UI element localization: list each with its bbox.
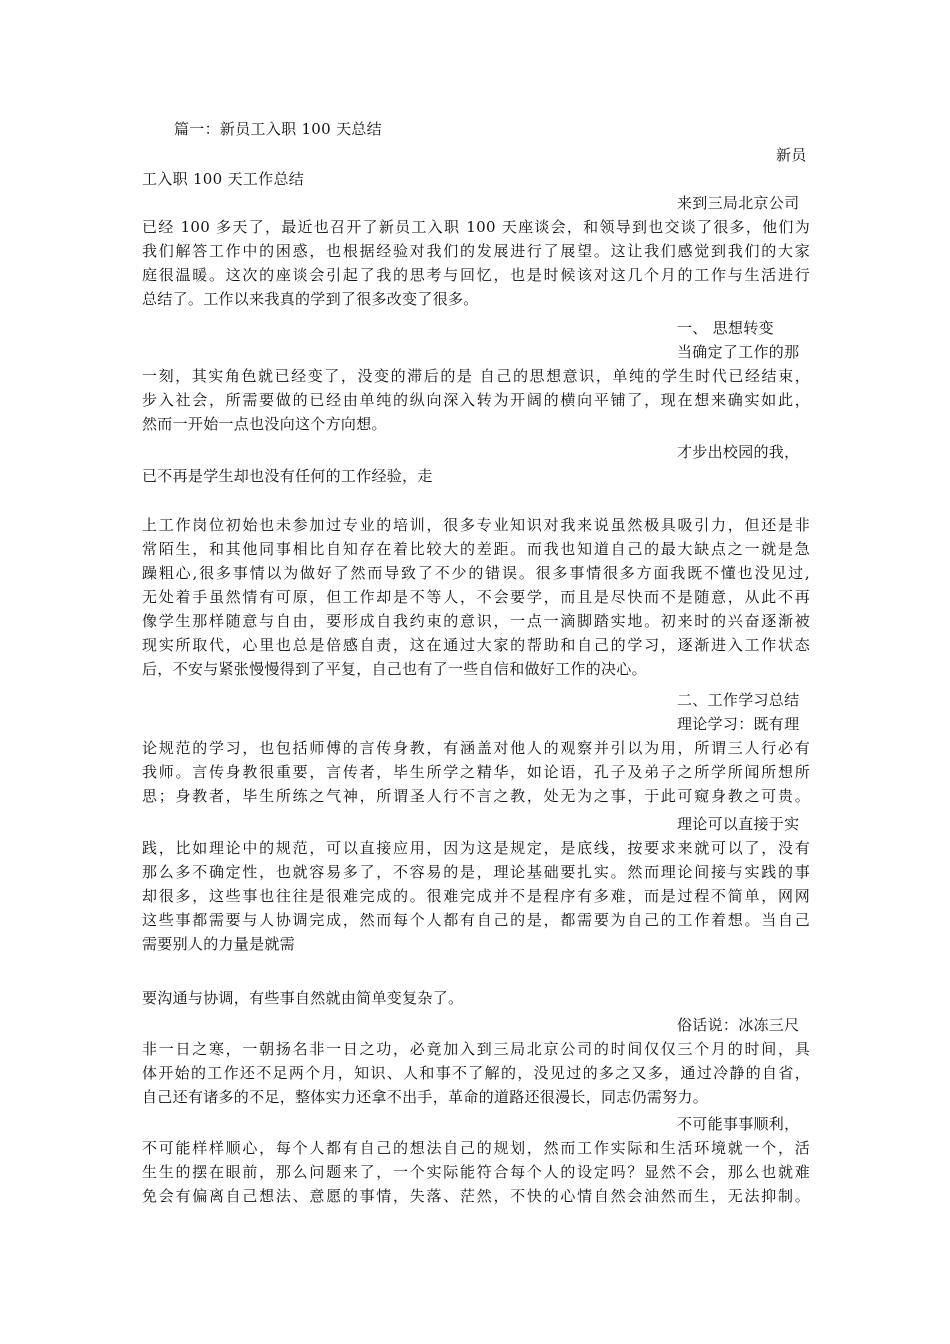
text-line: 后，不安与紧张慢慢得到了平复，自己也有了一些自信和做好工作的决心。 <box>142 660 647 678</box>
text-line: 无处着手虽然情有可原，但工作却是不等人，不会要学，而且是尽快而不是随意，从此不再 <box>142 588 810 606</box>
text-line: 那么多不确定性，也就容易多了，不容易的是，理论基础要扎实。然而理论间接与实践的事 <box>142 863 810 881</box>
subtitle-line: 工入职 100 天工作总结 <box>142 170 305 188</box>
text-line: 像学生那样随意与自由，要形成自我约束的意识，一点一滴脚踏实地。初来时的兴奋逐渐被 <box>142 612 810 630</box>
text-line: 已不再是学生却也没有任何的工作经验，走 <box>142 467 433 485</box>
text-line: 理论学习：既有理 <box>677 715 800 733</box>
text-line: 新员 <box>776 146 807 164</box>
document-title: 篇一：新员工入职 100 天总结 <box>174 120 382 138</box>
text-line: 理论可以直接于实 <box>677 815 800 833</box>
text-line: 当确定了工作的那 <box>677 343 800 361</box>
text-line: 上工作岗位初始也未参加过专业的培训，很多专业知识对我来说虽然极具吸引力，但还是非 <box>142 516 810 534</box>
text-line: 不可能样样顺心，每个人都有自己的想法自己的规划，然而工作实际和生活环境就一个，活 <box>142 1139 810 1157</box>
text-line: 一刻，其实角色就已经变了，没变的滞后的是 自己的思想意识，单纯的学生时代已经结束， <box>142 367 810 385</box>
text-line: 论规范的学习，也包括师傅的言传身教，有涵盖对他人的观察并引以为用，所谓三人行必有 <box>142 739 810 757</box>
text-line: 非一日之寒，一朝扬名非一日之功，必竟加入到三局北京公司的时间仅仅三个月的时间，具 <box>142 1040 810 1058</box>
text-line: 我们解答工作中的困惑，也根据经验对我们的发展进行了展望。这让我们感觉到我们的大家 <box>142 242 810 260</box>
text-line: 庭很温暖。这次的座谈会引起了我的思考与回忆，也是时候该对这几个月的工作与生活进行 <box>142 266 810 284</box>
text-line: 常陌生，和其他同事相比自知存在着比较大的差距。而我也知道自己的最大缺点之一就是急 <box>142 540 810 558</box>
text-line: 躁粗心,很多事情以为做好了然而导致了不少的错误。很多事情很多方面我既不懂也没见过, <box>142 564 810 582</box>
text-line: 思；身教者，毕生所练之气神，所谓圣人行不言之教，处无为之事，于此可窥身教之可贵。 <box>142 787 810 805</box>
section-heading: 二、工作学习总结 <box>677 691 800 709</box>
text-line: 需要别人的力量是就需 <box>142 935 296 953</box>
text-line: 要沟通与协调，有些事自然就由简单变复杂了。 <box>142 989 464 1007</box>
text-line: 然而一开始一点也没向这个方向想。 <box>142 415 387 433</box>
text-line: 自己还有诸多的不足，整体实力还拿不出手，革命的道路还很漫长，同志仍需努力。 <box>142 1088 709 1106</box>
text-line: 来到三局北京公司 <box>677 194 800 212</box>
text-line: 俗话说：冰冻三尺 <box>677 1016 800 1034</box>
text-line: 才步出校园的我， <box>677 443 800 461</box>
text-line: 不可能事事顺利， <box>677 1115 800 1133</box>
section-heading: 一、 思想转变 <box>677 319 774 337</box>
text-line: 免会有偏离自己想法、意愿的事情，失落、茫然，不快的心情自然会油然而生，无法抑制。 <box>142 1187 810 1205</box>
text-line: 总结了。工作以来我真的学到了很多改变了很多。 <box>142 290 479 308</box>
text-line: 步入社会，所需要做的已经由单纯的纵向深入转为开阔的横向平铺了，现在想来确实如此， <box>142 391 810 409</box>
text-line: 却很多，这些事也往往是很难完成的。很难完成并不是程序有多难，而是过程不简单，网网 <box>142 887 810 905</box>
text-line: 我师。言传身教很重要，言传者，毕生所学之精华，如论语，孔子及弟子之所学所闻所想所 <box>142 763 810 781</box>
text-line: 现实所取代，心里也总是倍感自责，这在通过大家的帮助和自己的学习，逐渐进入工作状态 <box>142 636 810 654</box>
text-line: 体开始的工作还不足两个月，知识、人和事不了解的，没见过的多之又多，通过冷静的自省， <box>142 1064 810 1082</box>
text-line: 践，比如理论中的规范，可以直接应用，因为这是规定，是底线，按要求来就可以了，没有 <box>142 839 810 857</box>
text-line: 这些事都需要与人协调完成，然而每个人都有自己的是，都需要为自己的工作着想。当自己 <box>142 911 810 929</box>
text-line: 生生的摆在眼前，那么问题来了，一个实际能符合每个人的设定吗？显然不会，那么也就难 <box>142 1163 810 1181</box>
text-line: 已经 100 多天了，最近也召开了新员工入职 100 天座谈会，和领导到也交谈了很多，他们为 <box>142 218 810 236</box>
